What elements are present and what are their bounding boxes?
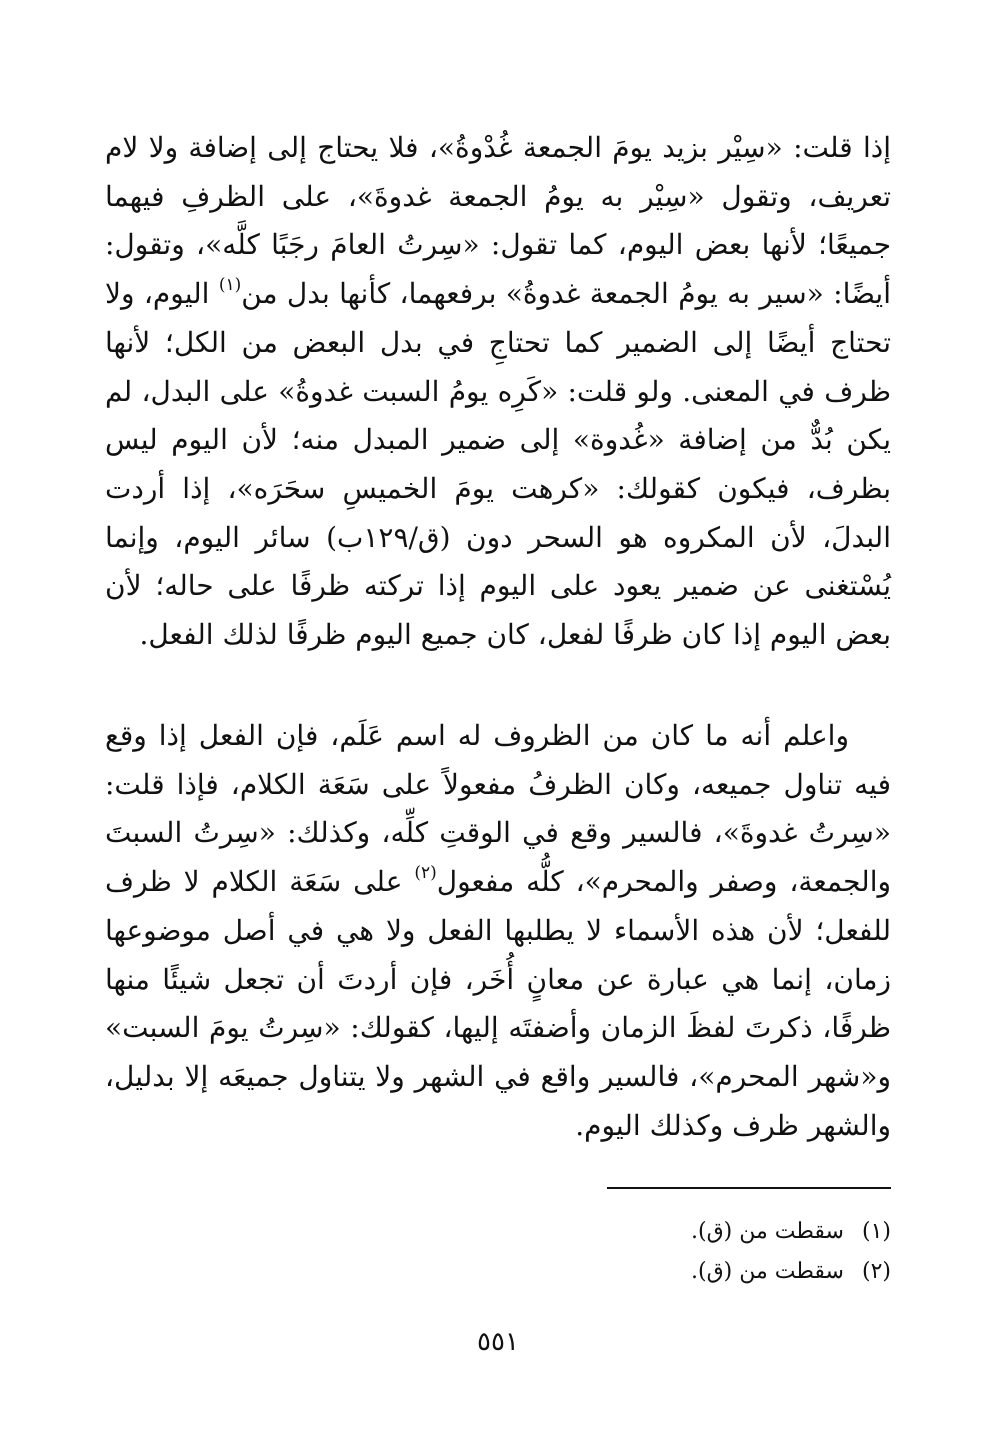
paragraph-2-text-b: على سَعَة الكلام لا ظرف للفعل؛ لأن هذه الأسماء لا يطلبها الفعل ولا هي في أصل موضوعها زمان، إنما هي عبارة عن معانٍ أُخَر، فإن أردتَ أن تجعل شيئًا منها ظرفًا، ذكرتَ لفظَ الزمان وأضفتَه إليها، كقولك: «سِرتُ يومَ السبت» و«شهر المحرم»، فالسير واقع في الشهر ولا يتناول جميعَه إلا بدليل، والشهر ظرف وكذلك اليوم.	[105, 865, 891, 1142]
footnote-2-text: سقطت من (ق).	[691, 1259, 844, 1284]
paragraph-1-text-a: إذا قلت: «سِيْر بزيد يومَ الجمعة غُدْوةُ»، فلا يحتاج إلى إضافة ولا لام تعريف، وتقول «سِيْر به يومُ الجمعة غدوةَ»، على الظرفِ فيهما جميعًا؛ لأنها بعض اليوم، كما تقول: «سِرتُ العامَ رجَبًا كلَّه»، وتقول: أيضًا: «سير به يومُ الجمعة غدوةُ» برفعهما، كأنها بدل من	[105, 131, 891, 311]
footnote-ref-2: (٢)	[414, 862, 437, 883]
footnote-1-text: سقطت من (ق).	[691, 1219, 844, 1244]
page-number: ٥٥١	[477, 1327, 519, 1357]
body-paragraph-2	[105, 712, 891, 1150]
footnotes-list	[291, 1212, 891, 1292]
footnote-1	[291, 1212, 891, 1252]
footnote-2	[291, 1252, 891, 1292]
footnote-2-number: (٢)	[861, 1259, 891, 1284]
footnote-1-number: (١)	[861, 1219, 891, 1244]
footnote-ref-1: (١)	[218, 274, 242, 295]
footnote-separator	[607, 1187, 891, 1189]
paragraph-2-text-a: واعلم أنه ما كان من الظروف له اسم عَلَم، فإن الفعل إذا وقع فيه تناول جميعه، وكان الظرفُ مفعولاً على سَعَة الكلام، فإذا قلت: «سِرتُ غدوةَ»، فالسير وقع في الوقتِ كلِّه، وكذلك: «سِرتُ السبتَ والجمعة، وصفر والمحرم»، كلُّه مفعول	[105, 719, 891, 899]
paragraph-1-text-b: اليوم، ولا تحتاج أيضًا إلى الضمير كما تحتاجِ في بدل البعض من الكل؛ لأنها ظرف في المعنى. ولو قلت: «كَرِه يومُ السبت غدوةُ» على البدل، لم يكن بُدٌّ من إضافة «غُدوة» إلى ضمير المبدل منه؛ لأن اليوم ليس بظرف، فيكون كقولك: «كرهت يومَ الخميسِ سحَرَه»، إذا أردت البدلَ، لأن المكروه هو السحر دون (ق/١٢٩ب) سائر اليوم، وإنما يُسْتغنى عن ضمير يعود على اليوم إذا تركته ظرفًا على حاله؛ لأن بعض اليوم إذا كان ظرفًا لفعل، كان جميع اليوم ظرفًا لذلك الفعل.	[105, 277, 891, 652]
body-paragraph-1	[105, 124, 891, 660]
